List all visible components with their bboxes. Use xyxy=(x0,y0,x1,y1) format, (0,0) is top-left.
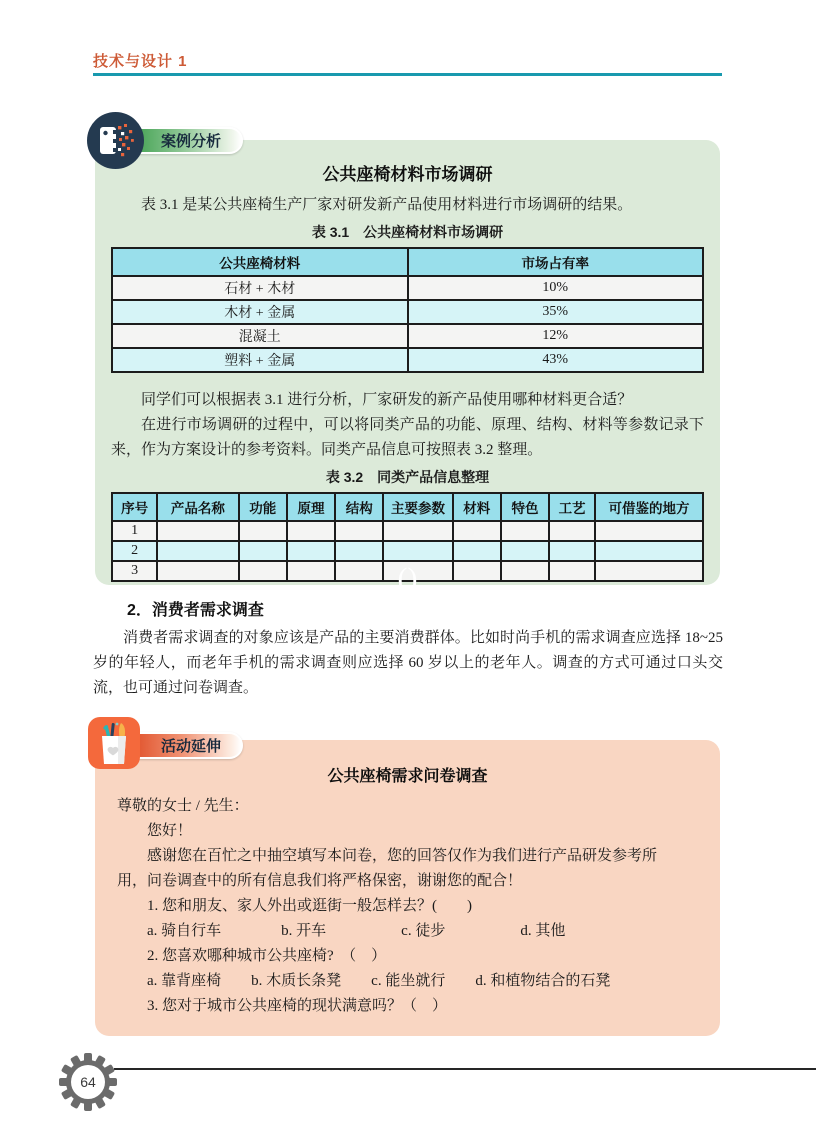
questionnaire-line: a. 骑自行车 b. 开车 c. 徒步 d. 其他 xyxy=(117,923,566,939)
case-title: 公共座椅材料市场调研 xyxy=(322,165,493,184)
column-header: 主要参数 xyxy=(383,493,452,521)
table-cell xyxy=(335,561,383,581)
column-header: 功能 xyxy=(239,493,287,521)
table-cell: 2 xyxy=(112,541,157,561)
column-header: 结构 xyxy=(335,493,383,521)
market-share-table xyxy=(111,247,704,373)
table-cell xyxy=(549,541,595,561)
page-number-gear xyxy=(59,1053,117,1111)
table-cell xyxy=(335,541,383,561)
table-row xyxy=(112,348,703,372)
questionnaire-line: 用，问卷调查中的所有信息我们将严格保密，谢谢您的配合！ xyxy=(117,873,523,889)
table1-caption: 表 3.1 公共座椅材料市场调研 xyxy=(311,224,504,240)
table-cell: 石材 + 木材 xyxy=(112,276,408,300)
table-header-row xyxy=(112,248,703,276)
table-cell xyxy=(239,541,287,561)
table-cell xyxy=(453,561,501,581)
table-row xyxy=(112,521,703,541)
table-cell xyxy=(287,561,335,581)
table-cell xyxy=(287,521,335,541)
table-cell: 12% xyxy=(408,324,704,348)
column-header: 工艺 xyxy=(549,493,595,521)
badge-label: 案例分析 xyxy=(161,133,222,150)
table-header-row xyxy=(112,493,703,521)
section-heading: 2．消费者需求调查 xyxy=(127,602,264,619)
header-rule xyxy=(93,73,722,76)
questionnaire-line: 您好！ xyxy=(117,823,193,839)
table-cell xyxy=(501,541,549,561)
activity-icon xyxy=(87,714,141,770)
column-header: 原理 xyxy=(287,493,335,521)
table-cell xyxy=(453,521,501,541)
table-cell xyxy=(383,541,452,561)
table-cell xyxy=(595,561,703,581)
table-cell xyxy=(239,561,287,581)
table-cell xyxy=(549,561,595,581)
parentheses-decoration: () xyxy=(397,562,418,595)
table-cell xyxy=(595,521,703,541)
case-analysis-content xyxy=(95,140,720,582)
table2-caption: 表 3.2 同类产品信息整理 xyxy=(325,469,490,485)
questionnaire-line: 3. 您对于城市公共座椅的现状满意吗？（ ） xyxy=(117,998,448,1014)
column-header: 特色 xyxy=(501,493,549,521)
gear-icon xyxy=(59,1053,117,1111)
table-cell xyxy=(383,561,452,581)
consumer-survey-section xyxy=(93,597,723,701)
questionnaire-line: a. 靠背座椅 b. 木质长条凳 c. 能坐就行 d. 和植物结合的石凳 xyxy=(117,973,611,989)
table-cell: 1 xyxy=(112,521,157,541)
questionnaire-lines xyxy=(111,794,704,1019)
footer-rule xyxy=(114,1068,816,1070)
book-title: 技术与设计 1 xyxy=(93,53,188,70)
column-header: 序号 xyxy=(112,493,157,521)
table-row xyxy=(112,300,703,324)
page-number: 64 xyxy=(80,1074,96,1090)
column-header: 材料 xyxy=(453,493,501,521)
questionnaire-line: 1. 您和朋友、家人外出或逛街一般怎样去？( ) xyxy=(117,898,472,914)
case-analysis-panel xyxy=(95,133,720,595)
table-cell xyxy=(383,521,452,541)
section-body: 消费者需求调查的对象应该是产品的主要消费群体。比如时尚手机的需求调查应选择 18~25 岁的年轻人，而老年手机的需求调查则应选择 60 岁以上的老年人。调查的方式可通过口头交流，也可通过问卷调查。 xyxy=(93,630,723,696)
table-cell xyxy=(157,541,238,561)
table-cell xyxy=(157,521,238,541)
document-pixels-icon xyxy=(87,112,144,169)
questionnaire-title: 公共座椅需求问卷调查 xyxy=(327,768,488,785)
badge-label: 活动延伸 xyxy=(161,738,222,755)
activity-content xyxy=(95,740,720,1019)
table-cell: 木材 + 金属 xyxy=(112,300,408,324)
table-cell: 43% xyxy=(408,348,704,372)
table-cell: 3 xyxy=(112,561,157,581)
case-analysis-badge xyxy=(129,127,243,154)
table-cell: 10% xyxy=(408,276,704,300)
column-header: 可借鉴的地方 xyxy=(595,493,703,521)
table-row xyxy=(112,324,703,348)
case-para1: 同学们可以根据表 3.1 进行分析，厂家研发的新产品使用哪种材料更合适？ xyxy=(141,392,633,408)
case-analysis-icon xyxy=(87,112,144,169)
questionnaire-line: 2. 您喜欢哪种城市公共座椅? （ ） xyxy=(117,948,387,964)
column-header: 市场占有率 xyxy=(408,248,704,276)
table-cell xyxy=(287,541,335,561)
questionnaire-line: 尊敬的女士 / 先生： xyxy=(117,798,249,814)
table-row xyxy=(112,541,703,561)
table-cell: 混凝土 xyxy=(112,324,408,348)
activity-panel xyxy=(95,740,720,1036)
table-cell xyxy=(453,541,501,561)
table-cell xyxy=(239,521,287,541)
activity-badge xyxy=(129,732,243,759)
table-cell: 塑料 + 金属 xyxy=(112,348,408,372)
table-cell xyxy=(595,541,703,561)
column-header: 公共座椅材料 xyxy=(112,248,408,276)
table-cell: 35% xyxy=(408,300,704,324)
table-cell xyxy=(549,521,595,541)
table-cell xyxy=(335,521,383,541)
table-cell xyxy=(501,561,549,581)
case-para2: 在进行市场调研的过程中，可以将同类产品的功能、原理、结构、材料等参数记录下来，作为方案设计的参考资料。同类产品信息可按照表 3.2 整理。 xyxy=(111,417,704,458)
shopping-bag-icon xyxy=(87,714,141,770)
column-header: 产品名称 xyxy=(157,493,238,521)
questionnaire-line: 感谢您在百忙之中抽空填写本问卷，您的回答仅作为我们进行产品研发参考所 xyxy=(117,848,658,864)
table-cell xyxy=(157,561,238,581)
table-cell xyxy=(501,521,549,541)
table-row xyxy=(112,276,703,300)
case-intro: 表 3.1 是某公共座椅生产厂家对研发新产品使用材料进行市场调研的结果。 xyxy=(141,197,633,213)
